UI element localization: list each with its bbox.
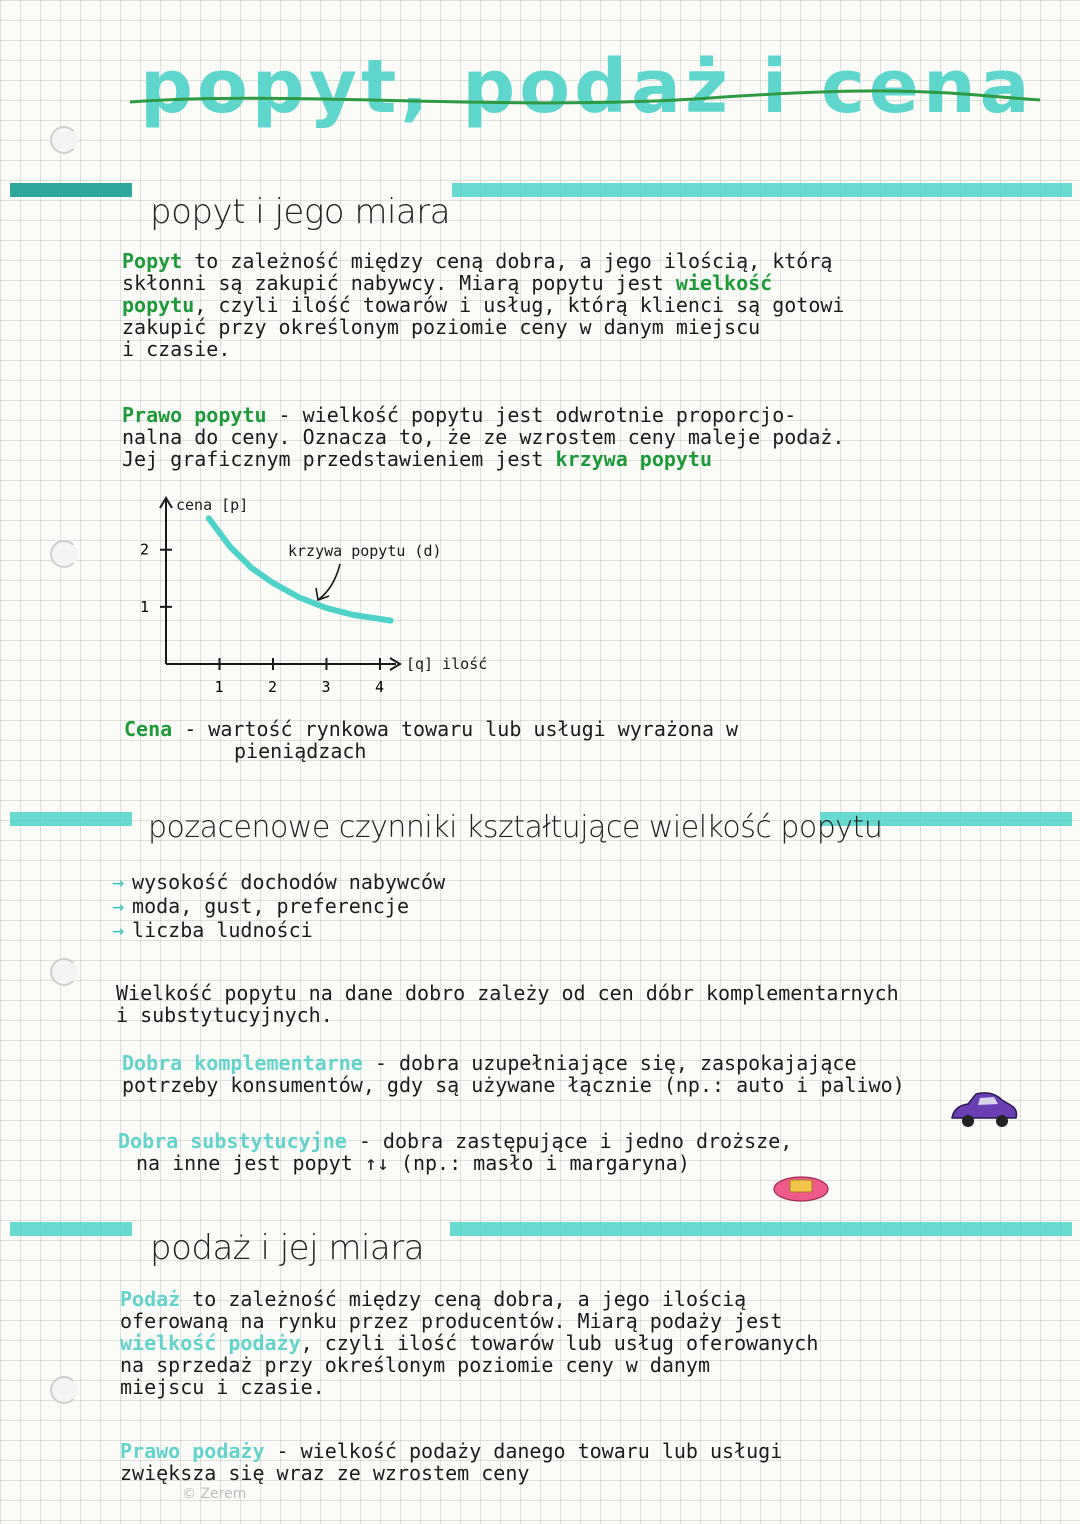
annotation-arrow	[318, 564, 340, 600]
term-cena: Cena	[124, 717, 173, 741]
binder-hole	[50, 958, 78, 986]
section-band-right	[450, 1222, 1072, 1236]
section-heading-podaz: podaż i jej miara	[150, 1228, 425, 1268]
section-heading-popyt: popyt i jego miara	[150, 192, 451, 232]
y-axis-label: cena [p]	[176, 496, 249, 514]
x-tick-label: 3	[321, 678, 331, 696]
demand-curve-chart	[128, 488, 548, 708]
title-underline	[90, 40, 1050, 150]
curve-annotation: krzywa popytu (d)	[288, 542, 442, 560]
binder-hole	[50, 126, 78, 154]
watermark: © Zerem	[182, 1486, 247, 1502]
term-prawo-popytu: Prawo popytu	[122, 403, 267, 427]
list-item: → moda, gust, preferencje	[112, 894, 409, 918]
list-item: → liczba ludności	[112, 918, 313, 942]
car-icon	[948, 1088, 1020, 1132]
y-tick-label: 2	[140, 540, 150, 559]
binder-hole	[50, 540, 78, 568]
section-heading-czynniki: pozacenowe czynniki kształtujące wielkość popytu	[148, 810, 883, 845]
arrow-icon: →	[112, 870, 125, 894]
arrow-icon: →	[112, 894, 125, 918]
paragraph-wielkosc-popytu: Wielkość popytu na dane dobro zależy od cen dóbr komplementarnych i substytucyjnych.	[116, 981, 899, 1027]
term-dobra-substytucyjne: Dobra substytucyjne	[118, 1129, 347, 1153]
list-item: → wysokość dochodów nabywców	[112, 870, 446, 894]
term-podaz: Podaż	[120, 1287, 181, 1311]
term-krzywa-popytu: krzywa popytu	[555, 447, 713, 471]
butter-icon	[772, 1172, 830, 1202]
x-tick-label: 2	[267, 678, 278, 696]
y-tick-label: 1	[140, 597, 150, 616]
term-prawo-podazy: Prawo podaży	[120, 1439, 265, 1463]
paragraph-prawo-podazy: Prawo podaży - wielkość podaży danego towaru lub usługi zwiększa się wraz ze wzrostem ceny	[120, 1439, 783, 1485]
binder-hole	[50, 1376, 78, 1404]
paragraph-popyt-definition: Popyt to zależność między ceną dobra, a jego ilością, którą skłonni są zakupić nabywcy. Miarą popytu jest wielkość popytu, czyli ilość towarów i usług, którą klienci są gotowi zakupić przy określonym poziomie ceny w danym miejscu i czasie.	[122, 249, 845, 361]
paragraph-dobra-komplementarne: Dobra komplementarne - dobra uzupełniające się, zaspokajające potrzeby konsumentów, gdy są używane łącznie (np.: auto i paliwo)	[122, 1051, 905, 1097]
term-dobra-komplementarne: Dobra komplementarne	[122, 1051, 363, 1075]
x-tick-label: 4	[374, 678, 384, 696]
term-wielkosc-podazy: wielkość podaży	[120, 1331, 301, 1355]
term-popyt: Popyt	[122, 249, 183, 273]
paragraph-podaz-definition: Podaż to zależność między ceną dobra, a jego ilością oferowaną na rynku przez producentów. Miarą podaży jest wielkość podaży, czyli ilość towarów lub usług oferowanych na sprzedaż przy określonym poziomie ceny w danym miejscu i czasie.	[120, 1287, 819, 1399]
section-band-left	[10, 1222, 132, 1236]
paragraph-dobra-substytucyjne: Dobra substytucyjne - dobra zastępujące i jedno droższe, na inne jest popyt ↑↓ (np.: masło i margaryna)	[118, 1129, 793, 1175]
section-band-left	[10, 183, 132, 197]
paragraph-cena: Cena - wartość rynkowa towaru lub usługi wyrażona w pieniądzach	[124, 717, 739, 763]
page-title	[90, 40, 1050, 150]
title-highlight: popyt, podaż i cena	[140, 44, 1034, 130]
x-tick-label: 1	[214, 678, 224, 696]
annotation-arrowhead	[316, 588, 329, 600]
term-wielkosc-popytu: wielkość	[675, 271, 773, 295]
arrow-icon: →	[112, 918, 125, 942]
paragraph-prawo-popytu: Prawo popytu - wielkość popytu jest odwrotnie proporcjo- nalna do ceny. Oznacza to, że ze wzrostem ceny maleje podaż. Jej graficznym przedstawieniem jest krzywa popytu	[122, 403, 845, 471]
section-band-right	[452, 183, 1072, 197]
demand-curve-line	[209, 518, 391, 620]
x-axis-label: [q] ilość	[406, 655, 488, 673]
factors-list	[112, 870, 445, 942]
section-band-left	[10, 812, 132, 826]
